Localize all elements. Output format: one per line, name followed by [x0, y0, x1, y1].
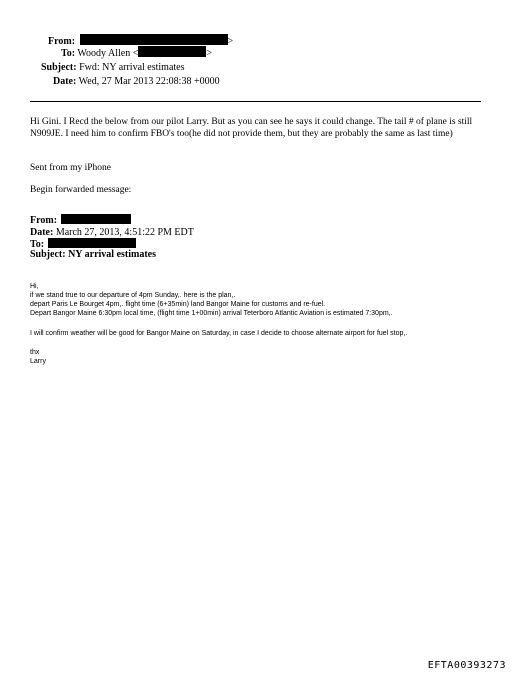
- forwarded-subject-label: Subject:: [30, 249, 66, 260]
- document-id: EFTA00393273: [427, 660, 506, 671]
- header-date-row: [53, 75, 220, 88]
- forwarded-date-value: March 27, 2013, 4:51:22 PM EDT: [55, 227, 194, 238]
- sent-from-line: Sent from my iPhone: [30, 163, 112, 173]
- redacted-block: [80, 34, 228, 45]
- body-paragraph: Hi Gini. I Recd the below from our pilot Larry. But as you can see he says it could change. The tail # of plane is still N909JE. I need him to confirm FBO's too(he did not provide them, but they are probably the same as last time): [30, 117, 473, 139]
- redacted-block: [48, 238, 136, 248]
- header-from-label: From:: [48, 36, 76, 47]
- header-to-row: [61, 46, 212, 60]
- forwarded-subject-value: NY arrival estimates: [68, 249, 156, 260]
- forwarded-date-row: [30, 227, 194, 238]
- message-thx: thx: [30, 349, 40, 356]
- forwarded-subject-row: [30, 249, 156, 260]
- redacted-block: [138, 46, 206, 57]
- message-signature: Larry: [30, 358, 46, 365]
- begin-forwarded-line: Begin forwarded message:: [30, 185, 132, 195]
- header-to-value: Woody Allen <: [77, 48, 139, 59]
- header-from-suffix: >: [227, 36, 234, 47]
- message-greeting: Hi,: [30, 283, 39, 290]
- header-date-value: Wed, 27 Mar 2013 22:08:38 +0000: [78, 76, 220, 87]
- message-line: if we stand true to our departure of 4pm Sunday,. here is the plan,.: [30, 292, 236, 299]
- header-to-suffix: >: [206, 48, 213, 59]
- header-divider: [30, 101, 481, 102]
- message-line: depart Paris Le Bourget 4pm,. flight time (6+35min) land Bangor Maine for customs and re-fuel.: [30, 301, 326, 308]
- forwarded-to-label: To:: [30, 239, 45, 250]
- header-date-label: Date:: [53, 76, 77, 87]
- message-confirm-line: I will confirm weather will be good for Bangor Maine on Saturday, in case I decide to choose alternate airport for fuel stop,.: [30, 330, 408, 337]
- header-subject-label: Subject:: [41, 62, 77, 73]
- message-line: Depart Bangor Maine 6:30pm local time, (flight time 1+00min) arrival Teterboro Atlantic Aviation is estimated 7:30pm,.: [30, 310, 393, 317]
- forwarded-from-row: [30, 214, 131, 226]
- forwarded-from-label: From:: [30, 215, 58, 226]
- header-to-label: To:: [61, 48, 76, 59]
- redacted-block: [61, 214, 131, 224]
- header-subject-row: [41, 61, 185, 74]
- forwarded-date-label: Date:: [30, 227, 54, 238]
- header-subject-value: Fwd: NY arrival estimates: [79, 62, 185, 73]
